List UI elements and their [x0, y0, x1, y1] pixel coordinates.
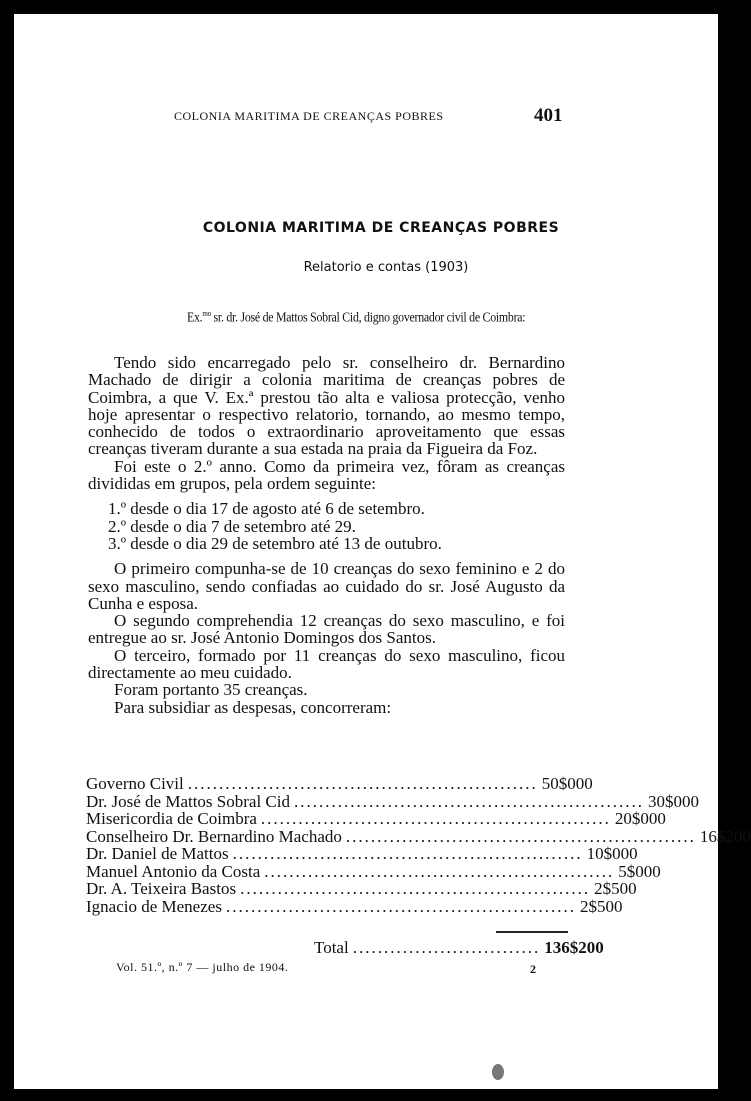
- running-title: COLONIA MARITIMA DE CREANÇAS POBRES: [174, 109, 444, 123]
- salutation-rest: sr. dr. José de Mattos Sobral Cid, digno governador civil de Coimbra:: [210, 309, 526, 325]
- paragraph-third-group: O terceiro, formado por 11 creanças do sexo masculino, ficou directamente ao meu cuidado.: [88, 645, 565, 683]
- contribution-amount: 10$000: [586, 844, 638, 863]
- table-row: Governo Civil ........................................................ 50$000: [86, 774, 593, 793]
- table-row: Dr. Daniel de Mattos ........................................................ 10$000: [86, 844, 638, 863]
- contributor-name: Dr. A. Teixeira Bastos: [86, 879, 237, 898]
- paragraph-first-group: O primeiro compunha-se de 10 creanças do sexo feminino e 2 do sexo masculino, sendo confiadas ao cuidado do sr. José Augusto da Cunha e esposa.: [88, 559, 565, 613]
- contribution-amount: 30$000: [648, 791, 699, 811]
- list-item: 2.º desde o dia 7 de setembro até 29.: [108, 516, 356, 536]
- salutation: [187, 309, 525, 326]
- contributor-name: Dr. José de Mattos Sobral Cid: [86, 791, 290, 811]
- footer-citation: Vol. 51.º, n.º 7 — julho de 1904.: [116, 960, 289, 974]
- contributor-name: Governo Civil: [86, 774, 184, 793]
- table-row: Misericordia de Coimbra ........................................................ 20$000: [86, 809, 666, 828]
- contributions-table: [86, 774, 751, 916]
- group-list: [88, 500, 565, 552]
- table-row: Conselheiro Dr. Bernardino Machado ........................................................ 16$200: [86, 826, 751, 846]
- document-subtitle: Relatorio e contas (1903): [303, 260, 469, 275]
- salutation-sup: mo: [202, 309, 211, 318]
- page-number: 401: [534, 105, 563, 126]
- table-row: Manuel Antonio da Costa ........................................................ 5$000: [86, 861, 661, 881]
- total-row: Total .............................. 136$200: [314, 938, 604, 957]
- contributor-name: Ignacio de Menezes: [86, 896, 222, 916]
- document-page: [14, 14, 751, 1089]
- table-row: Dr. José de Mattos Sobral Cid ........................................................ 30$000: [86, 791, 699, 811]
- report-body: [88, 354, 565, 716]
- contribution-amount: 50$000: [541, 774, 593, 793]
- contribution-amount: 2$500: [579, 896, 623, 916]
- table-row: Ignacio de Menezes ........................................................ 2$500: [86, 896, 623, 916]
- total-label: Total: [314, 938, 349, 957]
- contributor-name: Misericordia de Coimbra: [86, 809, 257, 828]
- paragraph-groups: Foi este o 2.º anno. Como da primeira vez, fôram as creanças divididas em grupos, pela ordem seguinte:: [88, 456, 565, 494]
- salutation-prefix: Ex.: [187, 309, 203, 325]
- total-rule: [496, 931, 568, 933]
- contribution-amount: 20$000: [614, 809, 666, 828]
- table-row: Dr. A. Teixeira Bastos ........................................................ 2$500: [86, 879, 637, 898]
- list-item: 3.º desde o dia 29 de setembro até 13 de outubro.: [108, 533, 442, 553]
- total-amount: 136$200: [544, 938, 604, 957]
- paragraph-intro: Tendo sido encarregado pelo sr. conselheiro dr. Bernardino Machado de dirigir a colonia maritima de creanças pobres de Coimbra, a que V. Ex.ª prestou tão alta e valiosa protecção, venho hoje apresentar o respectivo relatorio, tornando, ao mesmo tempo, conhecido de todos o extraordinario aproveitamento que essas creanças tiveram durante a sua estada na praia da Figueira da Foz.: [88, 353, 565, 459]
- paragraph-contributions-intro: Para subsidiar as despesas, concorreram:: [114, 697, 392, 717]
- paragraph-total-children: Foram portanto 35 creanças.: [114, 680, 308, 700]
- ink-smudge: [492, 1064, 504, 1080]
- running-head: [14, 105, 718, 129]
- contribution-amount: 2$500: [594, 879, 637, 898]
- list-item: 1.º desde o dia 17 de agosto até 6 de setembro.: [108, 499, 425, 519]
- document-title: COLONIA MARITIMA DE CREANÇAS POBRES: [202, 220, 560, 236]
- signature-mark: 2: [530, 962, 536, 976]
- contributor-name: Manuel Antonio da Costa: [86, 861, 261, 881]
- paragraph-second-group: O segundo comprehendia 12 creanças do sexo masculino, e foi entregue ao sr. José Antonio Domingos dos Santos.: [88, 611, 565, 648]
- contributor-name: Conselheiro Dr. Bernardino Machado: [86, 826, 342, 846]
- contribution-amount: 16$200: [699, 826, 751, 846]
- contribution-amount: 5$000: [618, 861, 661, 881]
- contributor-name: Dr. Daniel de Mattos: [86, 844, 229, 863]
